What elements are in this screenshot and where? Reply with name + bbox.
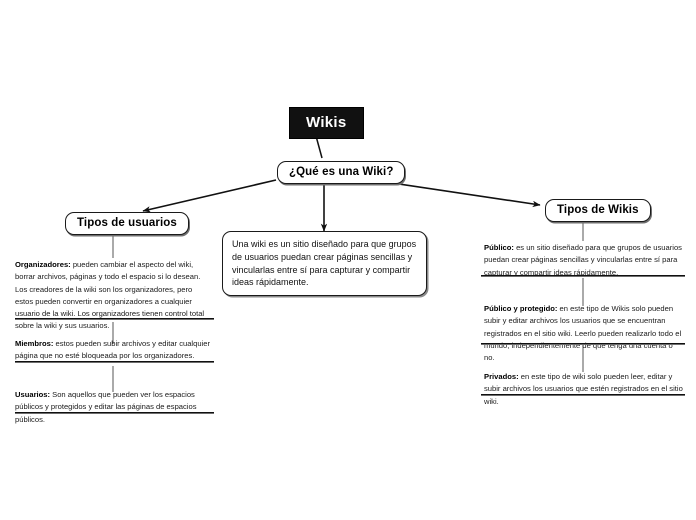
leaf-organizadores[interactable]: [15, 259, 210, 333]
definition-text: Una wiki es un sitio diseñado para que grupos de usuarios puedan crear páginas sencillas y vincularlas entre sí para capturar y compartir ideas rápidamente.: [232, 239, 417, 288]
leaf-publico-rule: [481, 275, 685, 277]
node-root-wikis[interactable]: [289, 107, 364, 139]
edge-question-to-tipos-usuarios: [143, 180, 276, 211]
leaf-miembros-rule: [15, 361, 214, 363]
leaf-miembros[interactable]: [15, 338, 210, 363]
leaf-organizadores-term: Organizadores:: [15, 260, 71, 269]
node-tipos-de-wikis[interactable]: [545, 199, 651, 222]
node-tipos-de-wikis-label: Tipos de Wikis: [557, 204, 639, 216]
leaf-organizadores-text: pueden cambiar el aspecto del wiki, borrar archivos, páginas y todo el espacio si lo desean. Los creadores de la wiki son los organizadores, pero estos pueden convertir en organizadores a cualquier usuario de la wiki. Los organizadores tienen control total sobre la wiki y sus usuarios.: [15, 260, 205, 331]
node-definition-note[interactable]: [222, 231, 427, 296]
leaf-publico-y-protegido[interactable]: [484, 303, 683, 364]
node-tipos-de-usuarios-label: Tipos de usuarios: [77, 217, 177, 229]
leaf-publico-y-protegido-text: en este tipo de Wikis solo pueden subir y editar archivos los usuarios que se encuentran registrados en el sitio wiki. Leerlo pueden realizarlo todo el mundo, independientemente de que tenga una cuenta o no.: [484, 304, 682, 363]
leaf-privados[interactable]: [484, 371, 683, 408]
leaf-usuarios-term: Usuarios:: [15, 390, 51, 399]
leaf-miembros-text: estos pueden subir archivos y editar cualquier página que no esté bloqueada por los organizadores.: [15, 339, 211, 361]
node-root-label: Wikis: [306, 114, 347, 131]
node-central-question[interactable]: [277, 161, 405, 184]
edge-root-to-question: [316, 136, 322, 158]
leaf-miembros-term: Miembros:: [15, 339, 54, 348]
leaf-publico-y-protegido-term: Público y protegido:: [484, 304, 558, 313]
leaf-publico-text: es un sitio diseñado para que grupos de usuarios puedan crear páginas sencillas y vincularlas entre sí para capturar y compartir ideas rápidamente.: [484, 243, 682, 277]
leaf-usuarios[interactable]: [15, 389, 210, 426]
leaf-privados-text: en este tipo de wiki solo pueden leer, editar y subir archivos los usuarios que estén registrados en el sitio wiki.: [484, 372, 683, 406]
leaf-publico[interactable]: [484, 242, 683, 279]
leaf-usuarios-rule: [15, 412, 214, 414]
leaf-publico-y-protegido-rule: [481, 343, 685, 345]
leaf-organizadores-rule: [15, 318, 214, 320]
leaf-privados-term: Privados:: [484, 372, 519, 381]
node-tipos-de-usuarios[interactable]: [65, 212, 189, 235]
leaf-privados-rule: [481, 394, 685, 396]
leaf-publico-term: Público:: [484, 243, 514, 252]
node-central-question-label: ¿Qué es una Wiki?: [289, 166, 394, 178]
leaf-usuarios-text: Son aquellos que pueden ver los espacios públicos y protegidos y editar las páginas de espacios públicos.: [15, 390, 197, 424]
